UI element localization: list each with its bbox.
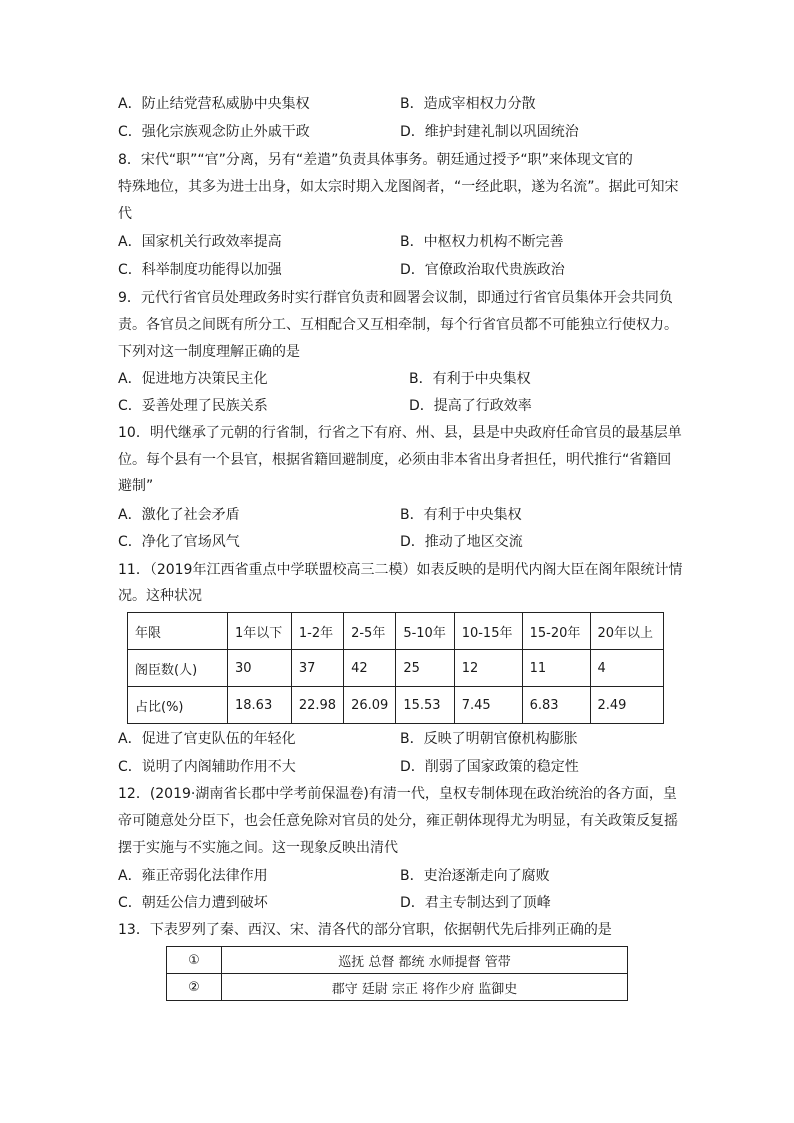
q11-option-d: D．削弱了国家政策的稳定性 <box>400 759 579 775</box>
table-cell: 7.45 <box>454 687 522 724</box>
q10-stem-line2: 位。每个县有一个县官，根据省籍回避制度，必须由非本省出身者担任，明代推行“省籍回 <box>118 452 672 468</box>
q11-option-b: B．反映了明朝官僚机构膨胀 <box>400 731 578 747</box>
q8-stem-line2: 特殊地位，其多为进士出身，如太宗时期入龙图阁者，“一经此职，遂为名流”。据此可知宋 <box>118 179 679 195</box>
q9-stem-line1: 9．元代行省官员处理政务时实行群官负责和圆署会议制，即通过行省官员集体开会共同负 <box>118 290 673 306</box>
q8-stem-line1: 8．宋代“职”“官”分离，另有“差遣”负责具体事务。朝廷通过授予“职”来体现文官的 <box>118 152 633 168</box>
q8-option-a: A．国家机关行政效率提高 <box>118 234 282 250</box>
table-cell: 15.53 <box>396 687 454 724</box>
q13-official-titles-table <box>166 946 628 1001</box>
q12-stem-line1: 12．(2019·湖南省长郡中学考前保温卷)有清一代，皇权专制体现在政治统治的各方面，皇 <box>118 786 677 802</box>
table-cell: 2.49 <box>590 687 664 724</box>
q11-stem-line2: 况。这种状况 <box>118 588 202 604</box>
q9-option-b: B．有利于中央集权 <box>409 371 531 387</box>
q13-stem-line1: 13．下表罗列了秦、西汉、宋、清各代的部分官职，依据朝代先后排列正确的是 <box>118 922 612 938</box>
table-row <box>167 947 628 974</box>
q7-option-b: B．造成宰相权力分散 <box>400 96 536 112</box>
q7-option-c: C．强化宗族观念防止外戚干政 <box>118 124 310 140</box>
table-row <box>128 650 664 687</box>
q7-option-d: D．维护封建礼制以巩固统治 <box>400 124 579 140</box>
q10-stem-line3: 避制” <box>118 478 154 494</box>
q11-option-c: C．说明了内阁辅助作用不大 <box>118 759 296 775</box>
q12-option-a: A．雍正帝弱化法律作用 <box>118 868 268 884</box>
q7-option-a: A．防止结党营私威胁中央集权 <box>118 96 310 112</box>
q12-stem-line2: 帝可随意处分臣下，也会任意免除对官员的处分，雍正朝体现得尤为明显，有关政策反复摇 <box>118 813 678 829</box>
row-number: ① <box>167 947 222 974</box>
table-cell: 42 <box>344 650 396 687</box>
q12-stem-line3: 摆于实施与不实施之间。这一现象反映出清代 <box>118 840 398 856</box>
official-titles-cell: 巡抚 总督 都统 水师提督 管带 <box>222 947 628 974</box>
q9-stem-line2: 责。各官员之间既有所分工、互相配合又互相牵制，每个行省官员都不可能独立行使权力。 <box>118 317 678 333</box>
table-cell: 11 <box>522 650 590 687</box>
q8-option-d: D．官僚政治取代贵族政治 <box>400 262 565 278</box>
q10-option-d: D．推动了地区交流 <box>400 534 523 550</box>
q10-option-c: C．净化了官场风气 <box>118 534 240 550</box>
q10-option-a: A．激化了社会矛盾 <box>118 507 240 523</box>
table-cell: 年限 <box>128 613 228 650</box>
table-header-row <box>128 613 664 650</box>
table-cell: 1-2年 <box>291 613 343 650</box>
q9-option-c: C．妥善处理了民族关系 <box>118 398 268 414</box>
table-cell: 30 <box>228 650 292 687</box>
q8-stem-line3: 代 <box>118 206 132 222</box>
q8-option-c: C．科举制度功能得以加强 <box>118 262 282 278</box>
table-cell: 5-10年 <box>396 613 454 650</box>
q9-option-d: D．提高了行政效率 <box>409 398 532 414</box>
table-cell: 25 <box>396 650 454 687</box>
table-cell: 6.83 <box>522 687 590 724</box>
q10-option-b: B．有利于中央集权 <box>400 507 522 523</box>
official-titles-cell: 郡守 廷尉 宗正 将作少府 监御史 <box>222 974 628 1001</box>
table-cell: 2-5年 <box>344 613 396 650</box>
q11-option-a: A．促进了官吏队伍的年轻化 <box>118 731 296 747</box>
q12-option-c: C．朝廷公信力遭到破坏 <box>118 895 268 911</box>
table-row <box>167 974 628 1001</box>
row-number: ② <box>167 974 222 1001</box>
table-row <box>128 687 664 724</box>
q11-stem-line1: 11．（2019年江西省重点中学联盟校高三二模）如表反映的是明代内阁大臣在阁年限统计情 <box>118 562 683 578</box>
table-cell: 1年以下 <box>228 613 292 650</box>
q8-option-b: B．中枢权力机构不断完善 <box>400 234 564 250</box>
table-cell: 4 <box>590 650 664 687</box>
q11-cabinet-tenure-table <box>127 612 664 724</box>
table-cell: 20年以上 <box>590 613 664 650</box>
q12-option-b: B．吏治逐渐走向了腐败 <box>400 868 550 884</box>
q10-stem-line1: 10．明代继承了元朝的行省制，行省之下有府、州、县，县是中央政府任命官员的最基层单 <box>118 425 682 441</box>
table-cell: 22.98 <box>291 687 343 724</box>
table-cell: 占比(%) <box>128 687 228 724</box>
table-cell: 阁臣数(人) <box>128 650 228 687</box>
table-cell: 26.09 <box>344 687 396 724</box>
table-cell: 10-15年 <box>454 613 522 650</box>
table-cell: 18.63 <box>228 687 292 724</box>
table-cell: 12 <box>454 650 522 687</box>
table-cell: 15-20年 <box>522 613 590 650</box>
q9-stem-line3: 下列对这一制度理解正确的是 <box>118 344 300 360</box>
q12-option-d: D．君主专制达到了顶峰 <box>400 895 551 911</box>
q9-option-a: A．促进地方决策民主化 <box>118 371 268 387</box>
table-cell: 37 <box>291 650 343 687</box>
